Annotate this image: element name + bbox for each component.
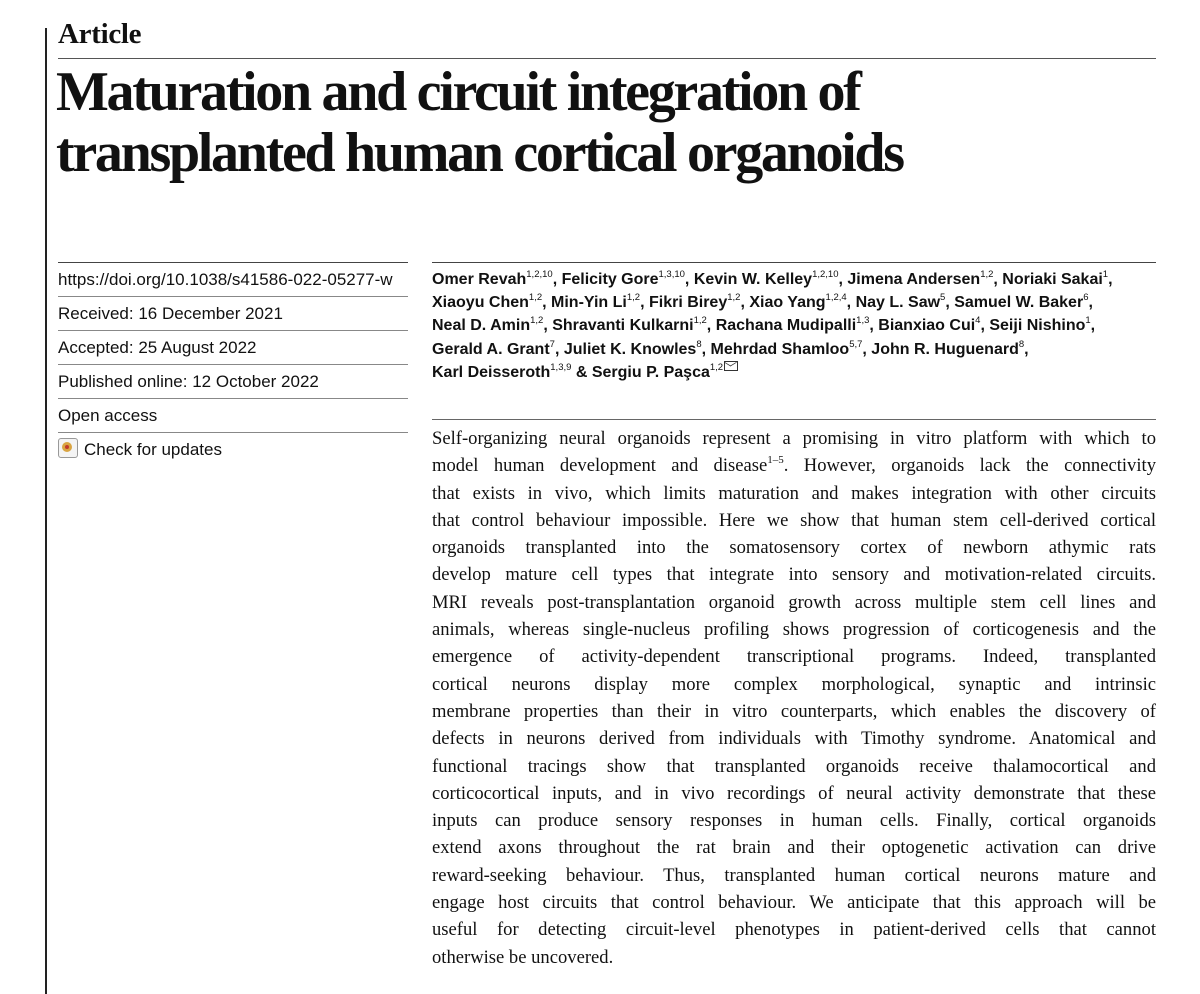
affiliation-marker: 1: [1102, 269, 1109, 280]
authors-divider: [432, 262, 1156, 263]
title-line: transplanted human cortical organoids: [56, 122, 903, 184]
article-metadata: [58, 262, 408, 466]
abstract-line: animals, whereas single-nucleus profiling shows progression of corticogenesis and the: [432, 619, 1156, 641]
abstract: [432, 425, 1156, 971]
author-name[interactable]: Nay L. Saw: [855, 294, 941, 312]
author-name[interactable]: Bianxiao Cui: [878, 317, 976, 335]
citation-marker[interactable]: 1–5: [767, 454, 784, 467]
abstract-line: otherwise be uncovered.: [432, 946, 614, 968]
author-line: Xiaoyu Chen$^{1,2}$, Min-Yin Li$^{1,2}$, Fikri Birey$^{1,2}$, Xiao Yang$^{1,2,4}$, Nay L. Saw$^5$, Samuel W. Baker$^6$,: [432, 292, 1093, 312]
author-name[interactable]: Noriaki Sakai: [1002, 271, 1103, 288]
author-line: Omer Revah$^{1,2,10}$, Felicity Gore$^{1,3,10}$, Kevin W. Kelley$^{1,2,10}$, Jimena Andersen$^{1,2}$, Noriaki Sakai$^1$,: [432, 269, 1113, 288]
author-name[interactable]: Omer Revah: [432, 271, 527, 288]
author-name[interactable]: Shravanti Kulkarni: [552, 317, 694, 335]
affiliation-marker: 1,3: [856, 315, 870, 327]
author-name[interactable]: Kevin W. Kelley: [693, 271, 813, 288]
check-for-updates-label: Check for updates: [84, 440, 222, 459]
abstract-line: membrane properties than their in vitro counterparts, which enables the discovery of: [432, 700, 1156, 722]
author-name[interactable]: Felicity Gore: [561, 271, 659, 288]
affiliation-marker: 1,2,4: [825, 292, 847, 304]
envelope-icon[interactable]: [724, 361, 738, 371]
author-name[interactable]: Neal D. Amin: [432, 317, 531, 335]
author-name[interactable]: Jimena Andersen: [847, 271, 981, 288]
author-name[interactable]: Mehrdad Shamloo: [710, 340, 850, 358]
affiliation-marker: 1,3,10: [658, 269, 685, 280]
abstract-line: useful for detecting circuit-level phenotypes in patient-derived cells that cannot: [432, 919, 1156, 941]
author-line: Karl Deisseroth$^{1,3,9}$ & Sergiu P. Paşca$^{1,2}$: [432, 361, 1156, 384]
abstract-line: that control behaviour impossible. Here we show that human stem cell-derived cortical: [432, 509, 1156, 531]
author-name[interactable]: Sergiu P. Paşca: [591, 363, 710, 381]
affiliation-marker: 7: [549, 338, 555, 350]
affiliation-marker: 8: [1018, 338, 1025, 350]
affiliation-marker: 1,2: [530, 315, 544, 327]
accepted-date: Accepted: 25 August 2022: [58, 331, 408, 365]
abstract-line: MRI reveals post-transplantation organoid growth across multiple stem cell lines and: [432, 591, 1156, 613]
affiliation-marker: 8: [696, 338, 702, 350]
abstract-line: corticocortical inputs, and in vivo recordings of neural activity demonstrate that these: [432, 782, 1156, 804]
affiliation-marker: 1,2,10: [526, 269, 553, 280]
author-name[interactable]: Seiji Nishino: [989, 317, 1086, 335]
abstract-line: that exists in vivo, which limits maturation and makes integration with other circuits: [432, 482, 1156, 504]
abstract-line: model human development and disease$^{1-5}$. However, organoids lack the connectivity: [432, 454, 1156, 477]
affiliation-marker: 1,2: [709, 361, 724, 373]
author-name[interactable]: Xiaoyu Chen: [432, 294, 529, 312]
abstract-line: Self-organizing neural organoids represent a promising in vitro platform with which to: [432, 428, 1156, 449]
abstract-line: cortical neurons display more complex morphological, synaptic and intrinsic: [432, 673, 1156, 695]
abstract-line: engage host circuits that control behaviour. We anticipate that this approach will be: [432, 892, 1156, 914]
author-name[interactable]: Juliet K. Knowles: [563, 340, 697, 358]
abstract-divider: [432, 419, 1156, 420]
left-margin-rule: [45, 28, 47, 994]
affiliation-marker: 1,2: [727, 292, 741, 304]
published-date: Published online: 12 October 2022: [58, 365, 408, 399]
author-name[interactable]: Karl Deisseroth: [432, 363, 551, 381]
abstract-line: develop mature cell types that integrate into sensory and motivation-related circuits.: [432, 564, 1156, 586]
open-access-label: Open access: [58, 399, 408, 433]
crossmark-icon: [58, 438, 78, 458]
author-line: Neal D. Amin$^{1,2}$, Shravanti Kulkarni$^{1,2}$, Rachana Mudipalli$^{1,3}$, Bianxiao Cui$^4$, Seiji Nishino$^1$,: [432, 315, 1096, 335]
doi-link[interactable]: https://doi.org/10.1038/s41586-022-05277-w: [58, 263, 408, 297]
abstract-line: organoids transplanted into the somatosensory cortex of newborn athymic rats: [432, 537, 1156, 559]
author-list: [432, 268, 1156, 384]
affiliation-marker: 1,2: [693, 315, 707, 327]
affiliation-marker: 1,2: [626, 292, 641, 304]
author-name[interactable]: Min-Yin Li: [551, 294, 627, 312]
affiliation-marker: 5: [940, 292, 946, 304]
affiliation-marker: 1,2: [980, 269, 994, 280]
abstract-line: inputs can produce sensory responses in human cells. Finally, cortical organoids: [432, 810, 1156, 832]
author-name[interactable]: Samuel W. Baker: [954, 294, 1084, 312]
affiliation-marker: 1,2,10: [812, 269, 839, 280]
check-for-updates-button[interactable]: [58, 433, 408, 466]
abstract-line: reward-seeking behaviour. Thus, transplanted human cortical neurons mature and: [432, 864, 1156, 886]
affiliation-marker: 1,3,9: [550, 361, 572, 373]
affiliation-marker: 6: [1083, 292, 1089, 304]
affiliation-marker: 1,2: [528, 292, 543, 304]
abstract-line: functional tracings show that transplanted organoids receive thalamocortical and: [432, 755, 1156, 777]
abstract-line: emergence of activity-dependent transcriptional programs. Indeed, transplanted: [432, 646, 1156, 668]
title-line: Maturation and circuit integration of: [56, 61, 860, 123]
affiliation-marker: 5,7: [849, 338, 863, 350]
author-name[interactable]: John R. Huguenard: [871, 340, 1019, 358]
affiliation-marker: 1: [1085, 315, 1091, 327]
abstract-line: extend axons throughout the rat brain and their optogenetic activation can drive: [432, 837, 1156, 859]
received-date: Received: 16 December 2021: [58, 297, 408, 331]
author-name[interactable]: Xiao Yang: [749, 294, 826, 312]
header-divider: [58, 58, 1156, 59]
affiliation-marker: 4: [975, 315, 981, 327]
author-name[interactable]: Rachana Mudipalli: [715, 317, 857, 335]
author-name[interactable]: Fikri Birey: [648, 294, 728, 312]
author-name[interactable]: Gerald A. Grant: [432, 340, 550, 358]
article-type-label: Article: [58, 18, 142, 50]
abstract-line: defects in neurons derived from individuals with Timothy syndrome. Anatomical and: [432, 728, 1156, 750]
author-line: Gerald A. Grant$^7$, Juliet K. Knowles$^8$, Mehrdad Shamloo$^{5,7}$, John R. Huguenard$^8$,: [432, 338, 1029, 358]
article-title: [56, 62, 1156, 184]
